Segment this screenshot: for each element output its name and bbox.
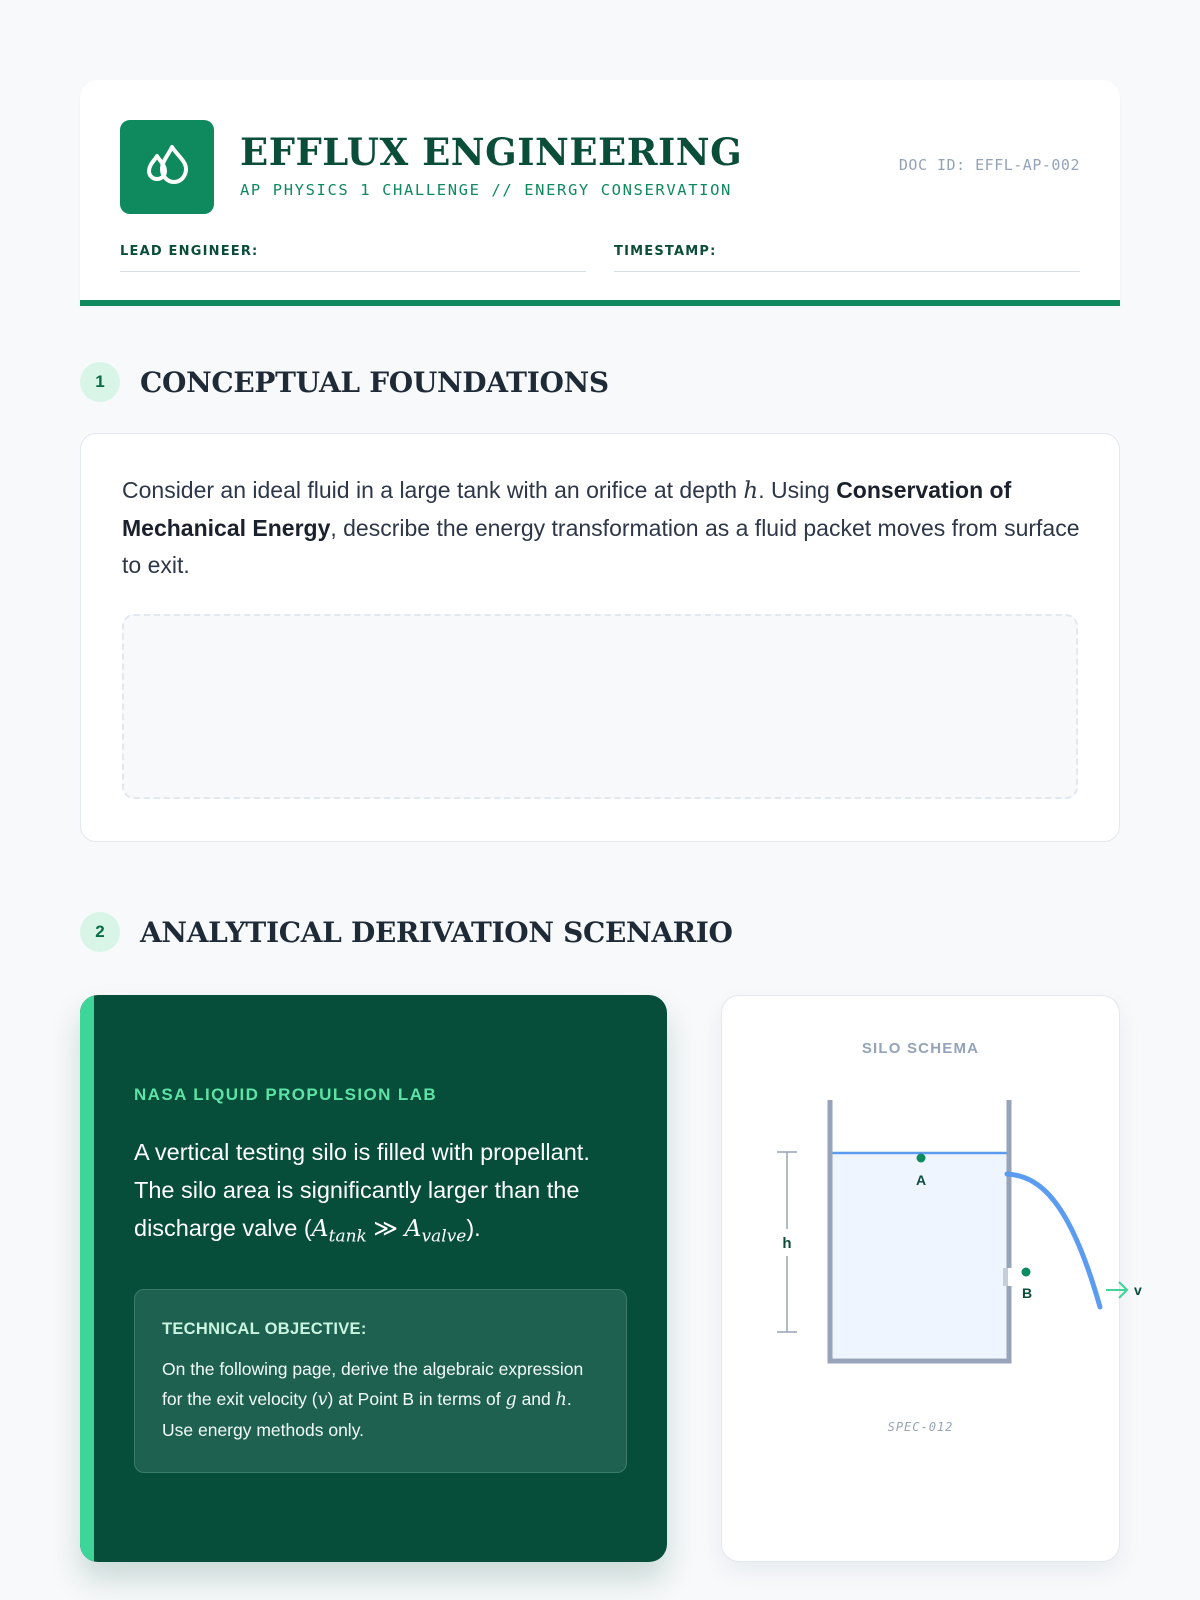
silo-diagram [722, 996, 1142, 1516]
doc-id: DOC ID: EFFL-AP-002 [898, 156, 1080, 174]
header-card [80, 80, 1120, 306]
objective-text [162, 1354, 607, 1445]
section-number: 1 [80, 362, 120, 402]
question-prompt [122, 472, 1082, 584]
section-2-heading [80, 912, 733, 952]
conceptual-card [80, 433, 1120, 842]
silo-schema-card [721, 995, 1142, 1562]
scenario-text [134, 1133, 634, 1256]
scenario-end: ). [466, 1215, 481, 1241]
section-title: CONCEPTUAL FOUNDATIONS [140, 365, 609, 399]
math-h: h [743, 478, 759, 504]
math-a-tank: A [311, 1214, 329, 1242]
math-h: h [555, 1390, 567, 1410]
lead-engineer-label: LEAD ENGINEER: [120, 244, 259, 259]
silo-spec: SPEC-012 [887, 1420, 954, 1434]
lead-engineer-field[interactable] [120, 242, 586, 272]
prompt-text-1: Consider an ideal fluid in a large tank with an orifice at depth [122, 477, 744, 503]
droplets-icon [141, 139, 193, 196]
silo-title: SILO SCHEMA [861, 1040, 980, 1057]
math-much-greater: ≫ [366, 1215, 405, 1241]
brand-subtitle: AP PHYSICS 1 CHALLENGE // ENERGY CONSERVATION [240, 181, 732, 199]
label-b: B [1021, 1285, 1033, 1301]
logo [120, 120, 214, 214]
accent-bar [80, 995, 94, 1562]
section-title: ANALYTICAL DERIVATION SCENARIO [140, 915, 733, 949]
objective-box [134, 1289, 627, 1473]
math-a-valve: A [404, 1214, 422, 1242]
valve [1003, 1268, 1008, 1286]
point-b [1022, 1268, 1031, 1277]
exit-stream [1007, 1174, 1100, 1307]
math-sub-valve: valve [421, 1226, 467, 1247]
prompt-text-3: , describe the energy transformation as a fluid packet moves from surface to exit. [122, 515, 1080, 578]
section-number: 2 [80, 912, 120, 952]
objective-text-3: and [516, 1389, 556, 1409]
prompt-bold: Conservation of Mechanical Energy [122, 477, 1012, 541]
timestamp-label: TIMESTAMP: [614, 244, 717, 259]
objective-text-2: ) at Point B in terms of [327, 1389, 506, 1409]
objective-label: TECHNICAL OBJECTIVE: [162, 1320, 367, 1338]
section-1-heading [80, 362, 609, 402]
point-a [917, 1154, 926, 1163]
timestamp-field[interactable] [614, 242, 1080, 272]
label-h: h [782, 1235, 792, 1252]
answer-box[interactable] [122, 614, 1078, 799]
scenario-body: A vertical testing silo is filled with propellant. The silo area is significantly larger than the discharge valve ( [134, 1139, 590, 1241]
math-sub-tank: tank [328, 1226, 367, 1247]
lab-label: NASA LIQUID PROPULSION LAB [134, 1085, 438, 1104]
math-v: v [317, 1390, 328, 1410]
prompt-text-2: . Using [758, 477, 837, 503]
scenario-card [80, 995, 667, 1562]
label-a: A [915, 1172, 927, 1188]
brand-title: EFFLUX ENGINEERING [240, 130, 743, 174]
objective-text-1: On the following page, derive the algebraic expression for the exit velocity ( [162, 1359, 584, 1409]
label-v: v [1134, 1282, 1142, 1298]
math-g: g [505, 1390, 517, 1410]
objective-text-4: . Use energy methods only. [162, 1389, 572, 1440]
